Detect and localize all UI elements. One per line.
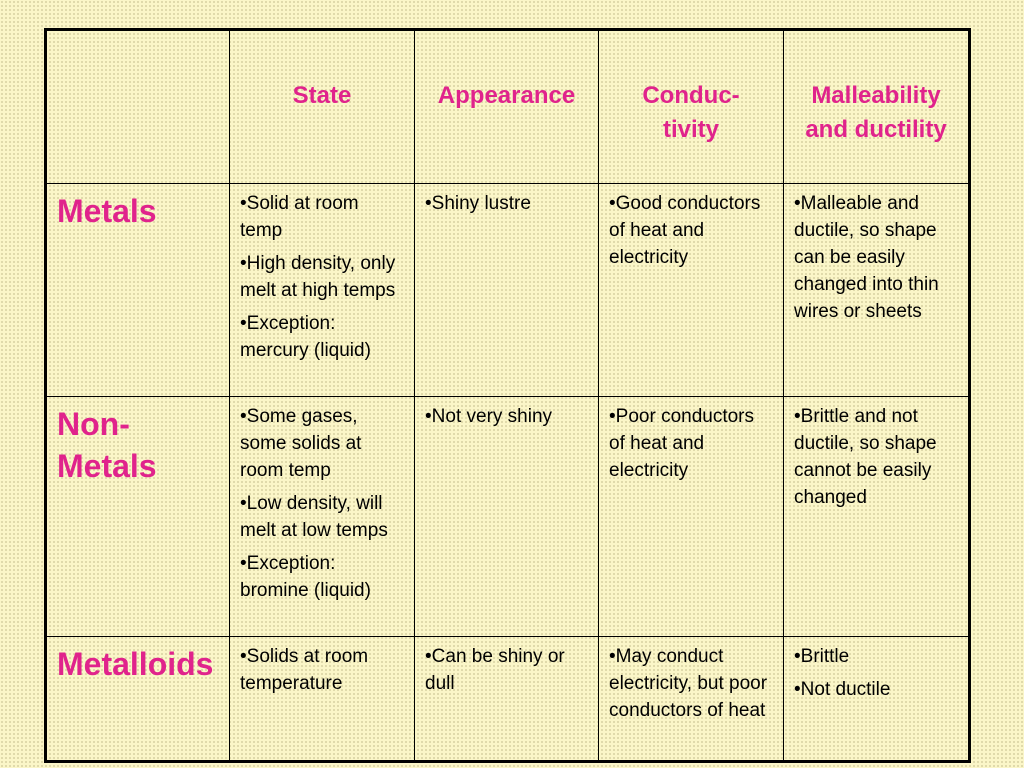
cell-state: [230, 637, 415, 762]
list-item: • Exception: bromine (liquid): [240, 550, 406, 604]
row-header-line: Non-: [57, 406, 130, 442]
cell-conductivity: [599, 184, 784, 397]
list-item: • Solids at room temperature: [240, 643, 406, 697]
column-header-malleability: Malleability and ductility: [784, 30, 970, 184]
list-item: • Low density, will melt at low temps: [240, 490, 406, 544]
table-row: [46, 637, 970, 762]
list-item: • Solid at room temp: [240, 190, 406, 244]
list-item: • Good conductors of heat and electricity: [609, 190, 775, 271]
cell-state: [230, 184, 415, 397]
list-item: • Can be shiny or dull: [425, 643, 590, 697]
cell-state: [230, 397, 415, 637]
table-row: [46, 184, 970, 397]
cell-appearance: [415, 184, 599, 397]
cell-malleability: [784, 397, 970, 637]
column-header-state: State: [230, 30, 415, 184]
cell-conductivity: [599, 637, 784, 762]
header-row: [46, 30, 970, 184]
list-item: • May conduct electricity, but poor conductors of heat: [609, 643, 775, 724]
list-item: • Brittle and not ductile, so shape cannot be easily changed: [794, 403, 960, 511]
list-item: • Malleable and ductile, so shape can be easily changed into thin wires or sheets: [794, 190, 960, 325]
corner-cell: [46, 30, 230, 184]
cell-appearance: [415, 397, 599, 637]
list-item: • High density, only melt at high temps: [240, 250, 406, 304]
table-row: [46, 397, 970, 637]
list-item: • Not very shiny: [425, 403, 590, 430]
list-item: • Some gases, some solids at room temp: [240, 403, 406, 484]
cell-appearance: [415, 637, 599, 762]
row-header-metalloids: Metalloids: [46, 637, 230, 762]
column-header-appearance: Appearance: [415, 30, 599, 184]
row-header-line: Metals: [57, 448, 157, 484]
list-item: • Exception: mercury (liquid): [240, 310, 406, 364]
row-header-non-metals: [46, 397, 230, 637]
list-item: • Poor conductors of heat and electricity: [609, 403, 775, 484]
row-header-metals: Metals: [46, 184, 230, 397]
list-item: • Not ductile: [794, 676, 960, 703]
properties-table: [44, 28, 971, 763]
cell-conductivity: [599, 397, 784, 637]
list-item: • Shiny lustre: [425, 190, 590, 217]
column-header-conductivity: Conduc- tivity: [599, 30, 784, 184]
cell-malleability: [784, 637, 970, 762]
list-item: • Brittle: [794, 643, 960, 670]
cell-malleability: [784, 184, 970, 397]
